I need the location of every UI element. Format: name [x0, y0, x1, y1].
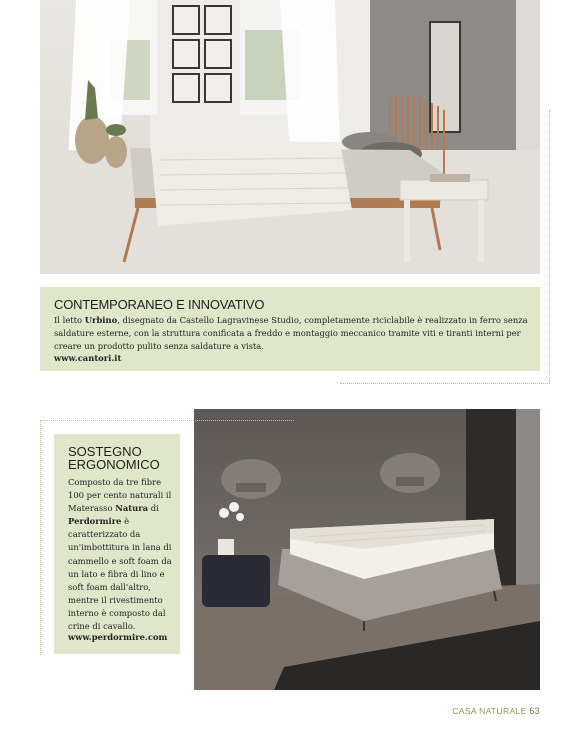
- brand-name-perdormire: Perdormire: [68, 516, 122, 527]
- body-text-part: , disegnato da Castello Lagravinese Studio, completamente riciclabile è realizzato in ferro senza saldature esterne, con la struttura conificata a freddo e montaggio meccanico tramite viti e tiranti interni per creare un prodotto pulito senza saldature a vista.: [54, 315, 528, 352]
- page-footer: [452, 706, 540, 716]
- bedroom-illustration: [40, 0, 540, 274]
- website-link[interactable]: www.cantori.it: [54, 353, 122, 363]
- article-body: [54, 314, 532, 354]
- dotted-frame-line: [340, 383, 550, 384]
- dotted-frame-line: [40, 420, 41, 655]
- body-text-part: è caratterizzato da un'imbottitura in lana di cammello e soft foam da un lato e fibra di lino e soft foam dall'altro, mentre il rivestimento interno è composto dal crine di cavallo.: [68, 516, 172, 632]
- bedroom-photo-urbino-bed: [40, 0, 540, 274]
- body-text-part: Composto da tre fibre 100 per cento naturali il Materasso: [68, 477, 172, 514]
- dotted-frame-line: [549, 110, 550, 384]
- article-title: [68, 445, 160, 471]
- product-name-urbino: Urbino: [84, 315, 118, 325]
- product-name-natura: Natura: [115, 503, 149, 514]
- page-number: 63: [529, 706, 540, 716]
- article-title-line: ERGONOMICO: [68, 457, 160, 472]
- article-title: CONTEMPORANEO E INNOVATIVO: [54, 297, 265, 312]
- website-link[interactable]: www.perdormire.com: [68, 632, 168, 642]
- body-text-part: Il letto: [54, 315, 85, 325]
- article-title-line: SOSTEGNO: [68, 444, 142, 459]
- bedroom-photo-natura-mattress: [194, 409, 540, 690]
- article-body: [68, 476, 176, 633]
- dotted-frame-line: [40, 420, 294, 421]
- article-box-contemporaneo: [40, 287, 540, 371]
- magazine-name: CASA NATURALE: [452, 706, 527, 716]
- mattress-illustration: [194, 409, 540, 690]
- article-box-sostegno: [54, 434, 180, 654]
- body-text-part: di: [148, 503, 159, 514]
